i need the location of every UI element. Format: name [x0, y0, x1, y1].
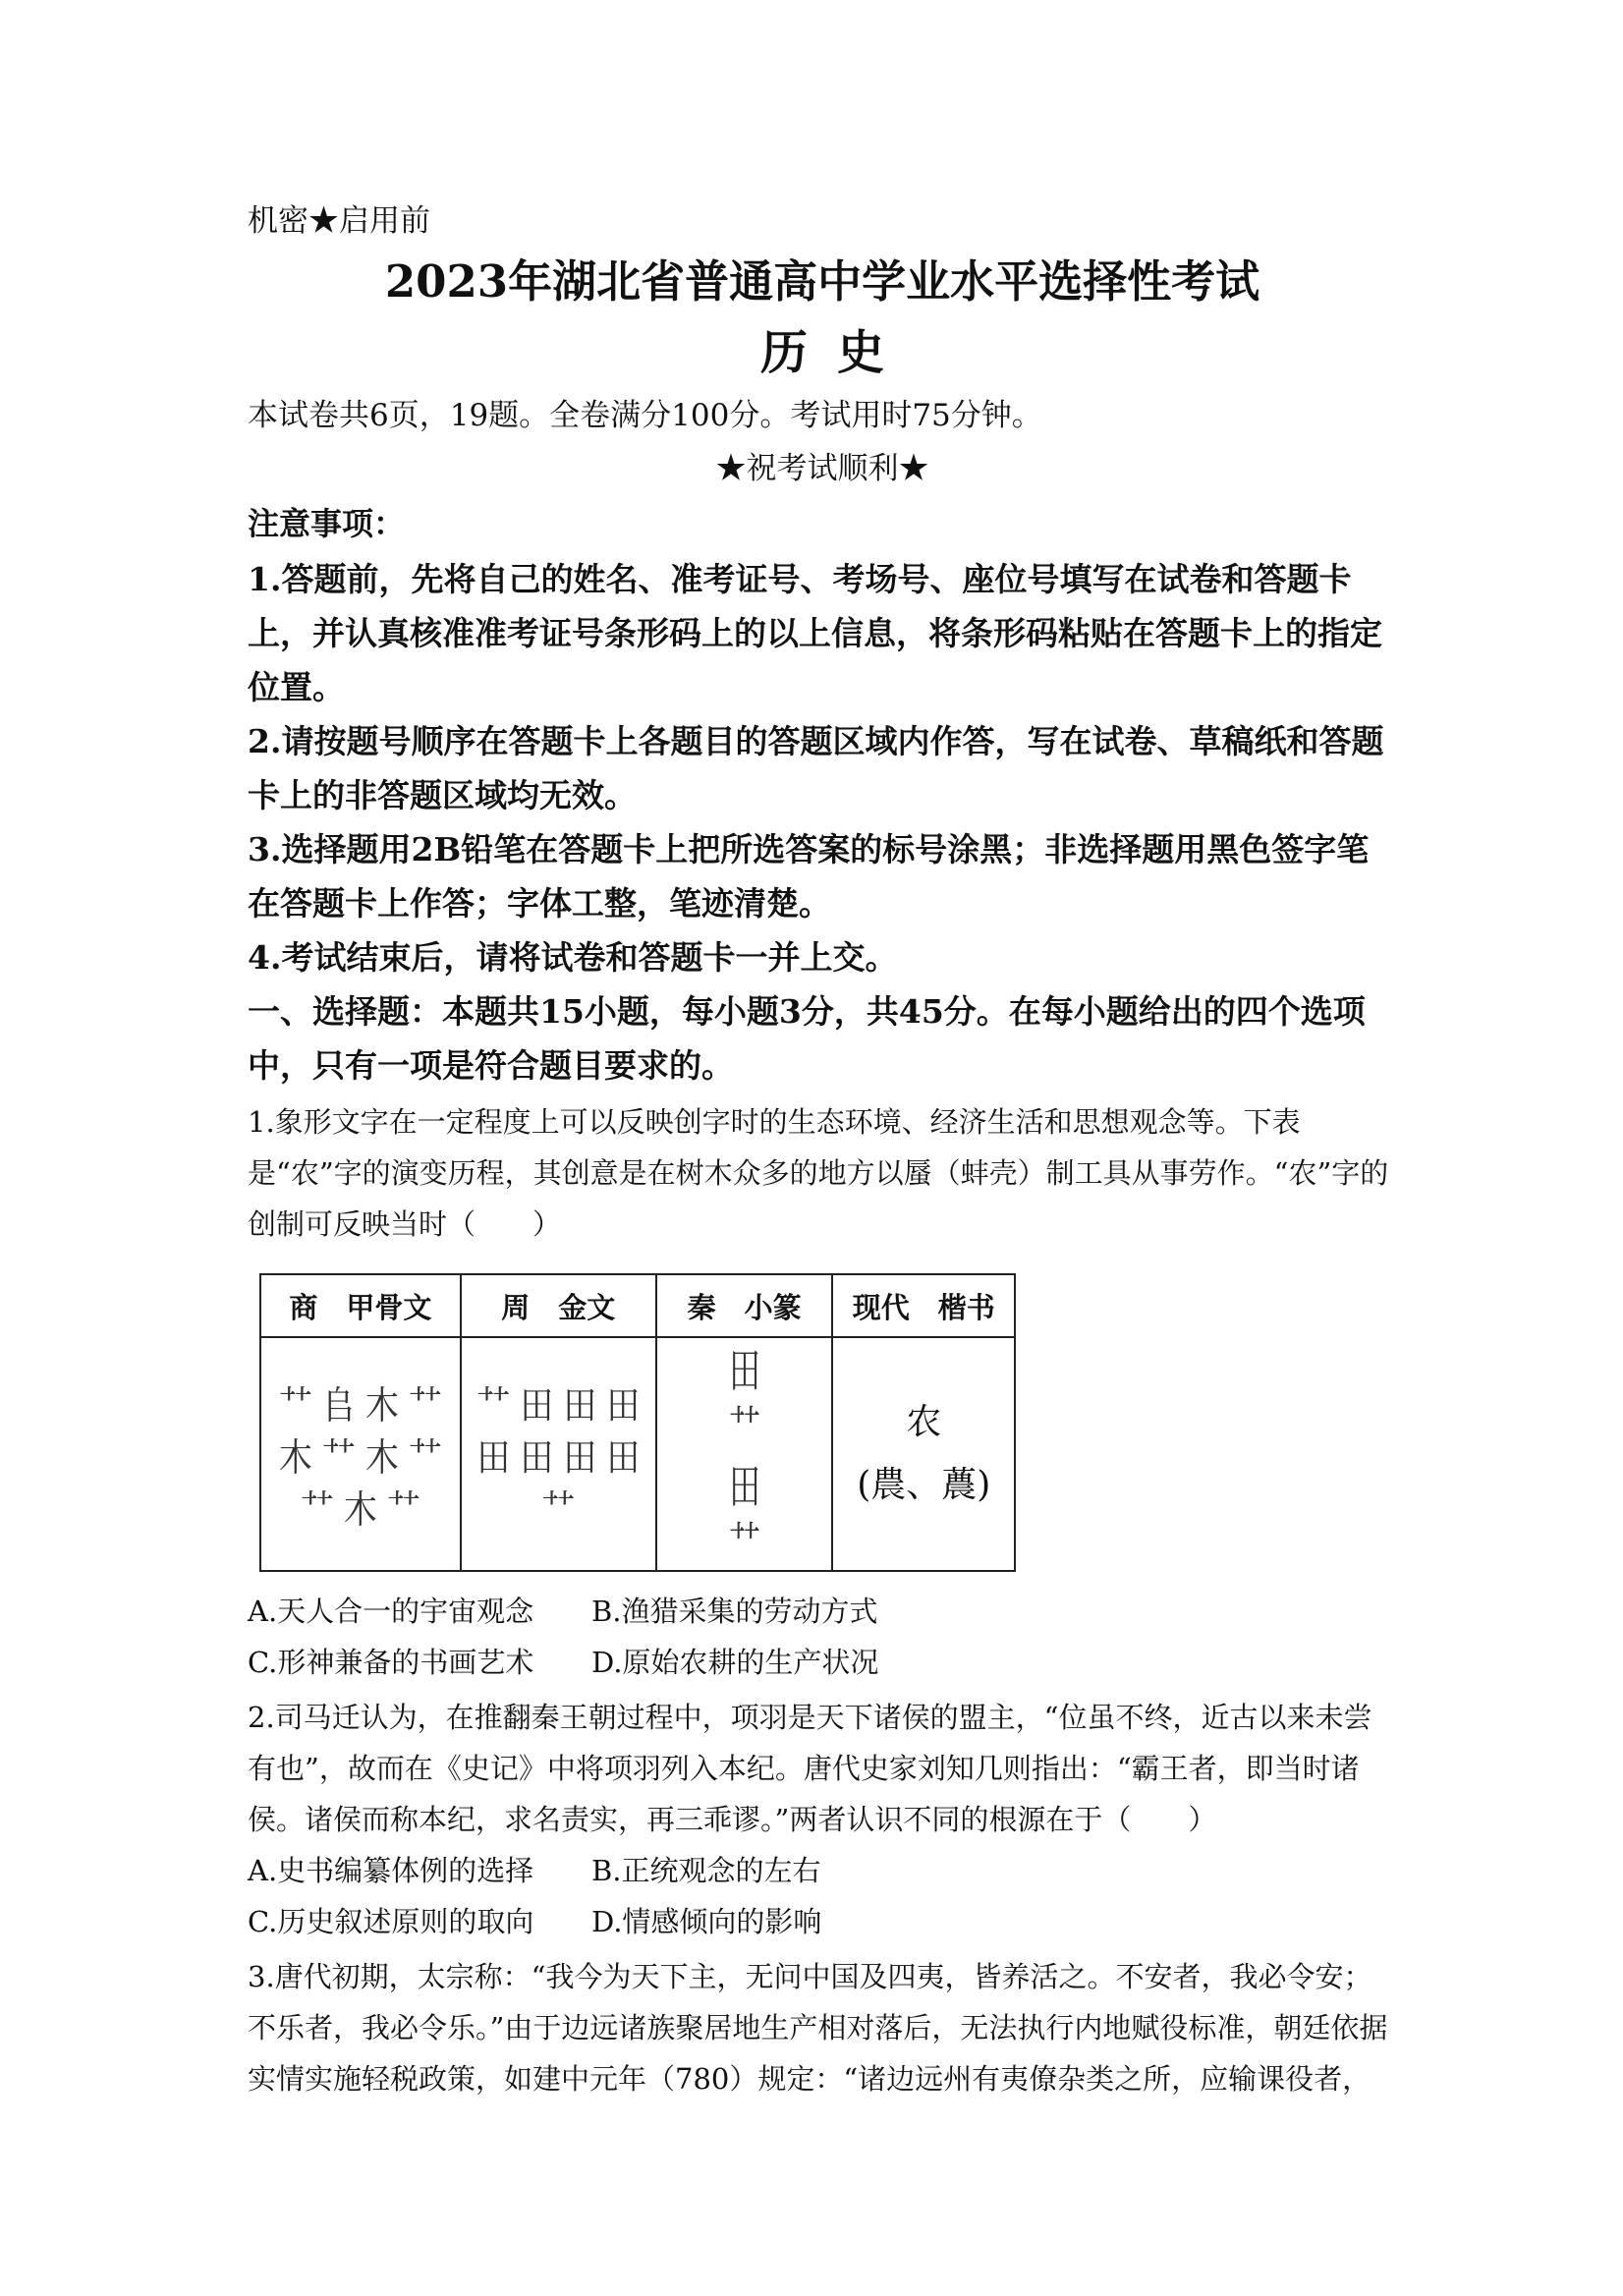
q2-option-a[interactable]: A.史书编纂体例的选择 [248, 1854, 534, 1887]
notice-item-3: 3.选择题用2B铅笔在答题卡上把所选答案的标号涂黑；非选择题用黑色签字笔在答题卡上作答；字体工整，笔迹清楚。 [248, 830, 1370, 923]
subject-title: 历史 [759, 325, 914, 380]
bronze-glyphs-cell [461, 1337, 656, 1571]
q1-option-a[interactable]: A.天人合一的宇宙观念 [248, 1595, 534, 1628]
question-2-options-row2 [248, 1896, 1397, 1947]
question-1-options-row1 [248, 1586, 1397, 1637]
q2-option-c[interactable]: C.历史叙述原则的取向 [248, 1905, 534, 1938]
question-3-stem: 3.唐代初期，太宗称：“我今为天下主，无问中国及四夷，皆养活之。不安者，我必令安；不乐者，我必令乐。”由于边远诸族聚居地生产相对落后，无法执行内地赋役标准，朝廷依据实情实施轻税政策，如建中元年（780）规定：“诸边远州有夷僚杂类之所，应输课役者， [248, 1960, 1388, 2096]
exam-title: 2023年湖北省普通高中学业水平选择性考试 [384, 255, 1260, 308]
header-seal: 秦 小篆 [656, 1274, 833, 1337]
oracle-glyphs-cell [260, 1337, 461, 1571]
regular-script-cell [832, 1337, 1015, 1571]
oracle-glyphs-image: ⺿ 𠂤 ⽊ ⺿ ⽊ ⺿ ⽊ ⺿ ⺿ ⽊ ⺿ [278, 1383, 442, 1534]
notice-item-4: 4.考试结束后，请将试卷和答题卡一并上交。 [248, 938, 898, 977]
question-2-options-row1 [248, 1845, 1397, 1896]
character-evolution-table [259, 1273, 1016, 1572]
exam-info: 本试卷共6页，19题。全卷满分100分。考试用时75分钟。 [248, 398, 1042, 433]
question-2-stem: 2.司马迁认为，在推翻秦王朝过程中，项羽是天下诸侯的盟主，“位虽不终，近古以来未尝有也”，故而在《史记》中将项羽列入本纪。唐代史家刘知几则指出：“霸王者，即当时诸侯。诸侯而称本纪，求名责实，再三乖谬。”两者认识不同的根源在于（ ） [248, 1701, 1372, 1836]
question-1-stem: 1.象形文字在一定程度上可以反映创字时的生态环境、经济生活和思想观念等。下表是“农”字的演变历程，其创意是在树木众多的地方以蜃（蚌壳）制工具从事劳作。“农”字的创制可反映当时（ ） [248, 1105, 1389, 1241]
classified-label: 机密★启用前 [248, 203, 430, 239]
section-heading: 一、选择题：本题共15小题，每小题3分，共45分。在每小题给出的四个选项中，只有一项是符合题目要求的。 [248, 992, 1366, 1085]
notice-heading: 注意事项： [248, 505, 406, 542]
notice-item-2: 2.请按题号顺序在答题卡上各题目的答题区域内作答，写在试卷、草稿纸和答题卡上的非答题区域均无效。 [248, 722, 1384, 814]
regular-variants: (農、蕽) [857, 1465, 991, 1505]
q1-option-d[interactable]: D.原始农耕的生产状况 [591, 1646, 879, 1679]
seal-glyphs-cell [656, 1337, 833, 1571]
good-luck-line: ★祝考试顺利★ [715, 451, 929, 486]
header-regular: 现代 楷书 [832, 1274, 1015, 1337]
question-1-options-row2 [248, 1637, 1397, 1688]
q2-option-d[interactable]: D.情感倾向的影响 [591, 1905, 822, 1938]
q2-option-b[interactable]: B.正统观念的左右 [591, 1854, 821, 1887]
regular-char: 农 [906, 1402, 942, 1442]
header-oracle: 商 甲骨文 [260, 1274, 461, 1337]
q1-option-c[interactable]: C.形神兼备的书画艺术 [248, 1646, 534, 1679]
bronze-glyphs-image: ⺿ ⽥ ⽥ ⽥ ⽥ ⽥ ⽥ ⽥ ⺿ [476, 1383, 641, 1534]
seal-glyphs-image: ⽥ ⺿ ⽥ ⺿ [728, 1344, 760, 1573]
header-bronze: 周 金文 [461, 1274, 656, 1337]
q1-option-b[interactable]: B.渔猎采集的劳动方式 [591, 1595, 878, 1628]
notice-item-1: 1.答题前，先将自己的姓名、准考证号、考场号、座位号填写在试卷和答题卡上，并认真核准准考证号条形码上的以上信息，将条形码粘贴在答题卡上的指定位置。 [248, 560, 1382, 706]
exam-page [248, 196, 1397, 2104]
